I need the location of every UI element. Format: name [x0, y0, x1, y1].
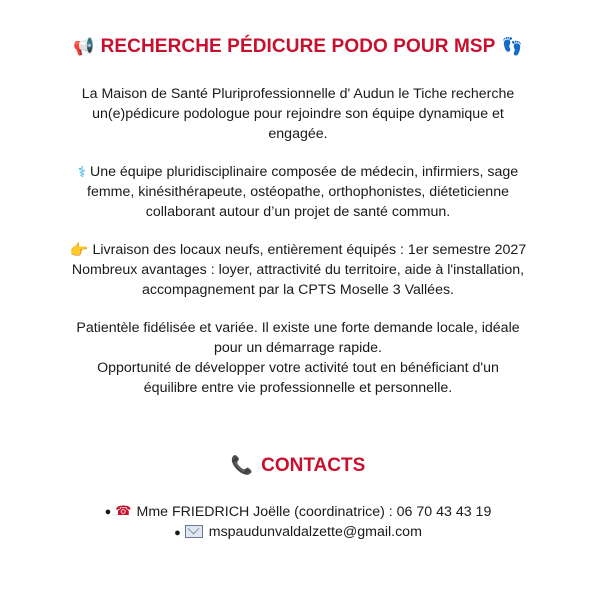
intro-line: La Maison de Santé Pluriprofessionnelle d' Audun le Tiche recherche [81, 86, 515, 102]
page-title-text: RECHERCHE PÉDICURE PODO POUR MSP [100, 36, 496, 57]
premises-line [40, 240, 556, 260]
megaphone-icon: 📢 [73, 36, 95, 57]
intro-paragraph [40, 84, 556, 144]
patients-line: pour un démarrage rapide. [214, 340, 382, 356]
patients-line: équilibre entre vie professionnelle et personnelle. [143, 380, 453, 396]
contact-email-link[interactable]: mspaudunvaldalzette@gmail.com [208, 524, 422, 541]
contacts-heading [0, 455, 596, 477]
patients-line: Opportunité de développer votre activité tout en bénéficiant d'un [97, 360, 499, 376]
intro-line: un(e)pédicure podologue pour rejoindre son équipe dynamique et [92, 106, 504, 122]
intro-line: engagée. [268, 126, 328, 142]
patients-line: Patientèle fidélisée et variée. Il existe une forte demande locale, idéale [76, 320, 520, 336]
contact-phone-text[interactable]: Mme FRIEDRICH Joëlle (coordinatrice) : 06 70 43 43 19 [136, 504, 492, 520]
caduceus-icon: ⚕ [77, 163, 86, 182]
footprints-icon: 👣 [501, 36, 523, 57]
telephone-icon: ☎ [115, 504, 132, 520]
premises-paragraph [40, 240, 556, 300]
bullet: ● [174, 526, 181, 539]
premises-line: Nombreux avantages : loyer, attractivité du territoire, aide à l'installation, [71, 262, 525, 279]
page-title [0, 36, 596, 58]
pointing-hand-icon: 👉 [69, 241, 89, 260]
phone-receiver-icon: 📞 [230, 455, 254, 477]
team-paragraph [40, 162, 556, 222]
contacts-heading-text: CONTACTS [261, 455, 366, 476]
premises-line-text: Livraison des locaux neufs, entièrement équipés : 1er semestre 2027 [92, 242, 527, 258]
contact-list [0, 502, 596, 543]
bullet: ● [104, 506, 112, 519]
team-line: collaborant autour d’un projet de santé commun. [145, 204, 451, 221]
contact-item-phone [0, 502, 596, 522]
premises-line: accompagnement par la CPTS Moselle 3 Vallées. [141, 282, 454, 299]
contact-item-email [0, 522, 596, 542]
envelope-icon [185, 525, 203, 538]
team-line-text: Une équipe pluridisciplinaire composée de médecin, infirmiers, sage [89, 164, 519, 180]
team-line: femme, kinésithérapeute, ostéopathe, orthophonistes, diéteticienne [87, 184, 509, 201]
patients-paragraph [40, 318, 556, 398]
team-line [40, 162, 556, 182]
